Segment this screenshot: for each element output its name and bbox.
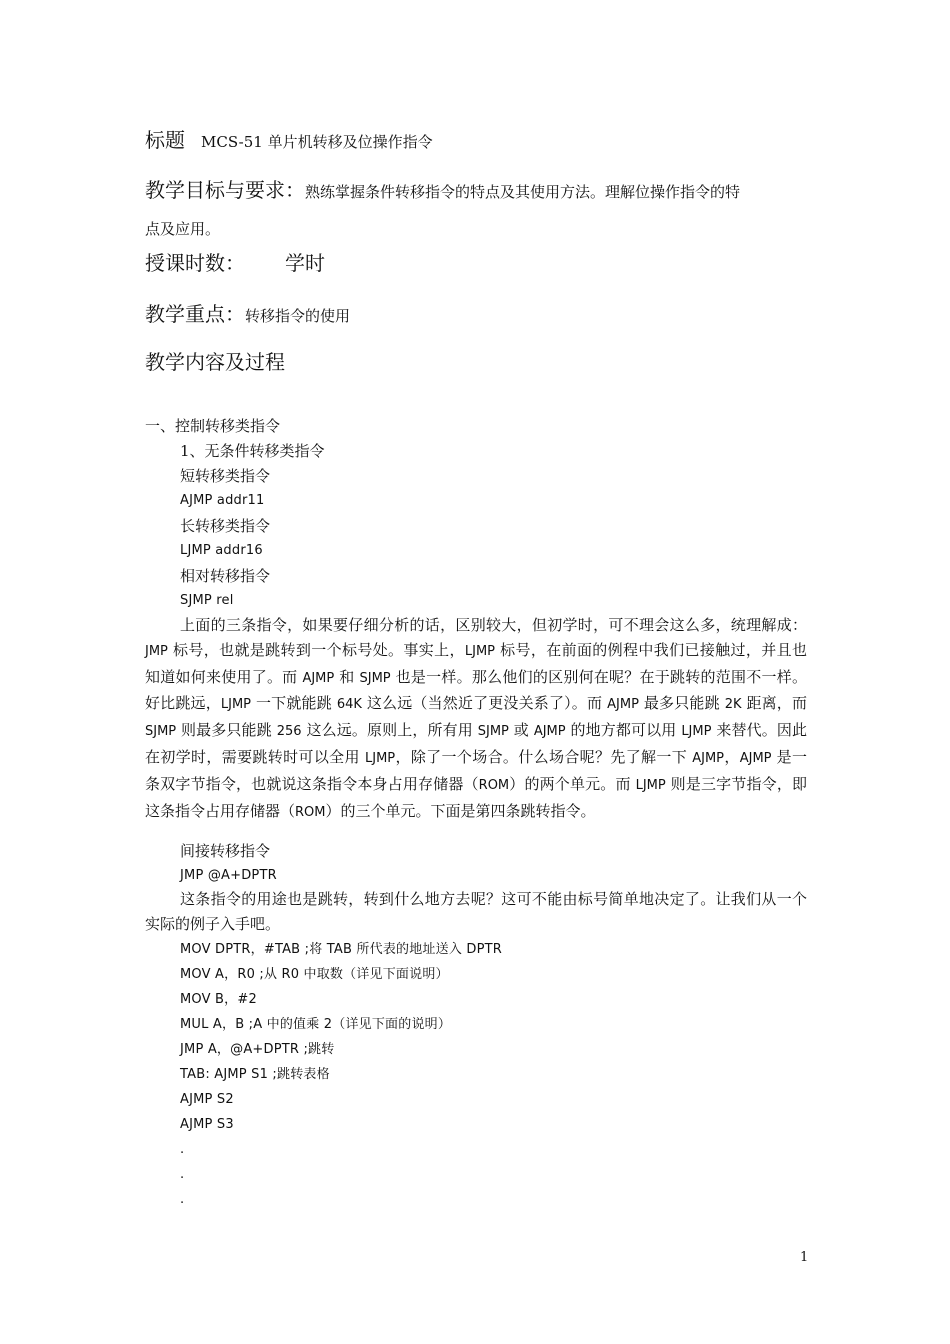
explanation-paragraph [145, 613, 807, 825]
inline-code: AJMP [739, 750, 772, 766]
subsection-heading: 1、无条件转移类指令 [180, 442, 325, 460]
long-jump-code: LJMP addr16 [180, 543, 263, 558]
indirect-jump-title: 间接转移指令 [180, 842, 271, 860]
paragraph-text: 距离，而 [741, 694, 807, 713]
inline-code: LJMP [220, 697, 252, 713]
title-text: MCS-51 单片机转移及位操作指令 [201, 133, 433, 151]
code-line: AJMP S2 [180, 1092, 234, 1107]
inline-code: LJMP [365, 750, 396, 766]
focus-text: 转移指令的使用 [245, 307, 351, 325]
inline-code: ROM [295, 804, 326, 820]
inline-code: AJMP [302, 670, 335, 686]
paragraph-text: 最多只能跳 [638, 694, 725, 713]
inline-code: AJMP [533, 724, 566, 740]
paragraph-text: 上面的三条指令，如果要仔细分析的话，区别较大，但初学时，可不理会这么多，统理解成： [180, 616, 807, 634]
inline-code: 2K [724, 697, 742, 713]
content-label: 教学内容及过程 [145, 350, 285, 374]
code-line: MUL A，B ;A 中的值乘 2（详见下面的说明） [180, 1017, 452, 1032]
goals-text-cont: 点及应用。 [145, 220, 221, 238]
hours-row [145, 247, 325, 276]
relative-jump-code: SJMP rel [180, 593, 234, 608]
paragraph-text: ）的两个单元。而 [509, 774, 636, 793]
goals-label: 教学目标与要求： [145, 178, 305, 202]
paragraph-text: ， [724, 747, 740, 766]
paragraph-text: 一下就能跳 [251, 694, 337, 713]
paragraph-text: 这条指令的用途也是跳转，转到什么地方去呢？这可不能由标号简单地决定了。让我们从一个实际的例子入手吧。 [145, 890, 807, 933]
inline-code: LJMP [464, 643, 496, 659]
long-jump-title: 长转移类指令 [180, 517, 271, 535]
inline-code: ROM [478, 777, 510, 793]
code-line: TAB: AJMP S1 ;跳转表格 [180, 1067, 330, 1082]
inline-code: JMP [145, 643, 168, 659]
page-number: 1 [800, 1250, 809, 1265]
paragraph-text: ）的三个单元。下面是第四条跳转指令。 [325, 801, 596, 820]
paragraph-text: 或 [508, 721, 534, 740]
paragraph-text: 是一条双字节指令，也就说这条指令本身占用存储器（ [145, 747, 807, 793]
paragraph-text: 这么远。原则上，所有用 [301, 721, 478, 740]
inline-code: SJMP [145, 724, 177, 740]
inline-code: LJMP [635, 777, 666, 793]
code-line: MOV A，R0 ;从 R0 中取数（详见下面说明） [180, 967, 449, 982]
code-line: . [180, 1192, 185, 1207]
paragraph-text: ，除了一个场合。什么场合呢？先了解一下 [395, 747, 693, 766]
paragraph-text: 这么远（当然近了更没关系了）。而 [361, 694, 608, 713]
code-line: . [180, 1142, 185, 1157]
code-line: MOV B，#2 [180, 992, 257, 1007]
focus-row [145, 298, 350, 327]
paragraph-text: 的地方都可以用 [565, 721, 682, 740]
inline-code: 256 [276, 724, 302, 740]
inline-code: LJMP [681, 724, 712, 740]
section-heading: 一、控制转移类指令 [145, 417, 281, 435]
inline-code: SJMP [359, 670, 391, 686]
short-jump-title: 短转移类指令 [180, 467, 271, 485]
code-line: JMP A，@A+DPTR ;跳转 [180, 1042, 335, 1057]
title-label: 标题 [145, 128, 185, 152]
hours-unit: 学时 [285, 251, 325, 275]
short-jump-code: AJMP addr11 [180, 493, 265, 508]
hours-label: 授课时数： [145, 251, 245, 275]
relative-jump-title: 相对转移指令 [180, 567, 271, 585]
indirect-jump-code: JMP @A+DPTR [180, 868, 277, 883]
focus-label: 教学重点： [145, 302, 245, 326]
inline-code: AJMP [692, 750, 725, 766]
paragraph-text: 则最多只能跳 [176, 721, 277, 740]
goals-row [145, 174, 740, 203]
code-line: MOV DPTR，#TAB ;将 TAB 所代表的地址送入 DPTR [180, 942, 502, 957]
paragraph-text: 和 [334, 667, 360, 686]
inline-code: 64K [336, 697, 362, 713]
paragraph-text: 则是三字节指令，即这条指令占用存储器（ [145, 774, 807, 820]
code-line: . [180, 1167, 185, 1182]
content-heading [145, 346, 285, 375]
code-line: AJMP S3 [180, 1117, 234, 1132]
title-row [145, 124, 433, 153]
inline-code: SJMP [477, 724, 509, 740]
inline-code: AJMP [607, 697, 639, 713]
paragraph-text: 来替代。因此在初学时，需要跳转时可以全用 [145, 721, 807, 766]
paragraph-text: 也是一样。那么他们的区别何在呢？在于跳转的范围不一样。好比跳远， [145, 667, 807, 713]
paragraph-text: 标号，在前面的例程中我们已接触过，并且也知道如何来使用了。而 [145, 640, 807, 686]
indirect-paragraph [145, 887, 807, 937]
paragraph-text: 标号，也就是跳转到一个标号处。事实上， [167, 640, 465, 659]
goals-text: 熟练掌握条件转移指令的特点及其使用方法。理解位操作指令的特 [305, 183, 741, 201]
